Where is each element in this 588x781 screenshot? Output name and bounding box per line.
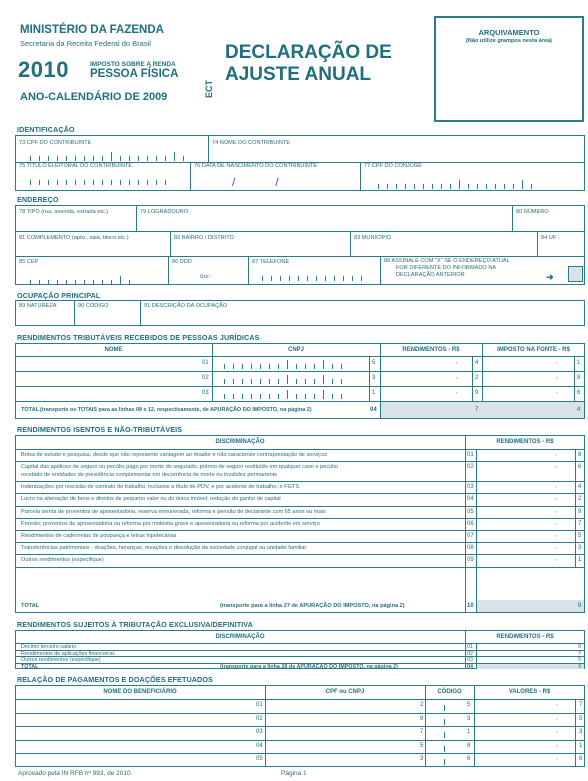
cep-ticks bbox=[30, 276, 138, 285]
isentos-check-divider bbox=[575, 518, 576, 530]
pag-cpf-check: 7 bbox=[420, 729, 424, 736]
exclusiva-col-rendimentos: RENDIMENTOS - R$ bbox=[496, 634, 554, 640]
pag-code-divider bbox=[444, 705, 445, 711]
isentos-row-number: 06 bbox=[467, 520, 474, 527]
pj-row-number: 02 bbox=[202, 375, 209, 381]
isentos-row-text: Parcela isenta de proventos de aposentadoria, reserva remunerada, reforma e pensão de declarante com 65 anos ou mais bbox=[21, 508, 326, 515]
pj-imp-check: 6 bbox=[577, 390, 581, 396]
pag-row-divider bbox=[15, 726, 585, 727]
pag-row[interactable] bbox=[16, 741, 256, 753]
pj-check-divider bbox=[369, 386, 370, 401]
field-85-cep[interactable]: 85 CEP bbox=[19, 259, 39, 265]
section-endereco: ENDEREÇO bbox=[17, 195, 59, 204]
pag-code-divider bbox=[444, 746, 445, 752]
isentos-row-number: 04 bbox=[467, 496, 474, 503]
isentos-row-number: 03 bbox=[467, 484, 474, 491]
isentos-value-comma: , bbox=[555, 463, 557, 470]
pag-code-divider bbox=[444, 732, 445, 738]
section-exclusiva: RENDIMENTOS SUJEITOS À TRIBUTAÇÃO EXCLUSIVA/DEFINITIVA bbox=[17, 620, 253, 629]
field-88-line1: 88 ASSINALE COM "X" SE O ENDEREÇO ATUAL bbox=[384, 258, 510, 264]
pag-code-field[interactable] bbox=[428, 700, 463, 711]
pj-imp-check: 1 bbox=[577, 360, 581, 366]
isentos-row-text: Bolsa de estudo e pesquisa, desde que não represente vantagem ao doador e não caracterize contraprestação de serviços bbox=[21, 452, 327, 458]
pj-rend-check: 9 bbox=[475, 390, 479, 396]
pag-code-check: 1 bbox=[467, 729, 471, 736]
ect-label: ECT bbox=[204, 80, 214, 98]
isentos-row-divider bbox=[15, 567, 585, 568]
section-pagamentos: RELAÇÃO DE PAGAMENTOS E DOAÇÕES EFETUADOS bbox=[17, 675, 213, 684]
pag-value-field[interactable] bbox=[476, 754, 576, 765]
pag-check-divider bbox=[575, 753, 576, 767]
pag-row[interactable] bbox=[16, 700, 256, 712]
field-89-natureza[interactable]: 89 NATUREZA bbox=[19, 303, 57, 309]
pag-col-cpf: CPF ou CNPJ bbox=[325, 689, 365, 695]
pag-row[interactable] bbox=[16, 754, 256, 766]
telefone-ticks bbox=[262, 276, 370, 281]
pj-col-cnpj: CNPJ bbox=[287, 347, 304, 353]
isentos-row-check: 3 bbox=[578, 545, 582, 552]
isentos-value-field[interactable] bbox=[477, 543, 575, 553]
pag-row-number: 03 bbox=[256, 729, 263, 736]
isentos-row-number: 07 bbox=[467, 533, 474, 539]
pag-col-codigo: CÓDIGO bbox=[437, 689, 462, 695]
pj-total-shade bbox=[381, 402, 584, 418]
pj-cnpj-check: 3 bbox=[372, 375, 376, 381]
isentos-check-divider bbox=[575, 506, 576, 518]
pj-cnpj-ticks bbox=[224, 375, 350, 384]
pj-row-number: 01 bbox=[202, 360, 209, 366]
isentos-row-number: 01 bbox=[467, 452, 474, 458]
exclusiva-row-text: Rendimentos de aplicações financeiras bbox=[21, 650, 115, 657]
isentos-row-text: Rendimentos de cadernetas de poupança e letras hipotecárias bbox=[21, 533, 177, 539]
pag-row-number: 02 bbox=[256, 715, 263, 722]
isentos-total-number: 10 bbox=[467, 603, 474, 609]
pag-row-number: 04 bbox=[256, 742, 263, 749]
exclusiva-row-number: 02 bbox=[467, 650, 473, 657]
pag-value-check: 5 bbox=[579, 715, 583, 722]
field-73-cpf[interactable]: 73 CPF DO CONTRIBUINTE bbox=[19, 140, 92, 146]
pag-row-divider bbox=[15, 713, 585, 714]
pag-value-check: 7 bbox=[579, 702, 583, 708]
pj-rend-comma: , bbox=[456, 359, 458, 365]
secretaria-name: Secretaria da Receita Federal do Brasil bbox=[20, 39, 151, 48]
pag-col-valores: VALORES - R$ bbox=[508, 689, 551, 695]
field-90-codigo[interactable]: 90 CÓDIGO bbox=[78, 303, 109, 309]
field-79-logradouro[interactable]: 79 LOGRADOURO bbox=[140, 209, 189, 215]
pag-value-field[interactable] bbox=[476, 700, 576, 711]
pag-code-check: 3 bbox=[467, 715, 471, 722]
field-88-line2: FOR DIFERENTE DO INFORMADO NA bbox=[396, 265, 497, 271]
exclusiva-row-text: Outros rendimentos (especifique) bbox=[21, 657, 101, 663]
field-84-uf[interactable]: 84 UF bbox=[541, 235, 557, 241]
pag-value-check: 8 bbox=[579, 756, 583, 763]
isentos-row-text: Outros rendimentos (especifique) bbox=[21, 557, 104, 564]
field-86-ddd[interactable]: 86 DDD bbox=[172, 259, 192, 265]
isentos-check-divider bbox=[575, 493, 576, 505]
pag-check-divider bbox=[575, 726, 576, 740]
change-address-arrow-icon: ➜ bbox=[546, 272, 554, 282]
pj-imp-comma: , bbox=[556, 374, 558, 380]
isentos-row-check: 4 bbox=[578, 484, 582, 491]
pag-value-field[interactable] bbox=[476, 727, 576, 738]
pag-row[interactable] bbox=[16, 727, 256, 739]
isentos-row-number: 02 bbox=[467, 464, 474, 471]
pj-total-check-2: 4 bbox=[577, 407, 581, 413]
exclusiva-total-number: 04 bbox=[467, 663, 473, 670]
pj-rend-check: 4 bbox=[475, 360, 479, 366]
field-77-cpf-conjuge[interactable]: 77 CPF DO CÔNJUGE bbox=[364, 163, 422, 169]
isentos-value-field[interactable] bbox=[477, 494, 575, 504]
pag-code-divider bbox=[444, 719, 445, 725]
isentos-value-field[interactable] bbox=[477, 482, 575, 492]
cpf-ticks bbox=[30, 152, 192, 161]
exclusiva-row-number: 01 bbox=[467, 644, 473, 650]
field-83-municipio[interactable]: 83 MUNICÍPIO bbox=[354, 235, 392, 241]
isentos-row-number: 09 bbox=[467, 557, 474, 564]
pag-value-field[interactable] bbox=[476, 741, 576, 752]
pj-rend-comma: , bbox=[456, 374, 458, 380]
isentos-row-number: 05 bbox=[467, 508, 474, 515]
field-82-bairro[interactable]: 82 BAIRRO / DISTRITO bbox=[174, 235, 234, 241]
pag-row[interactable] bbox=[16, 714, 256, 726]
person-type: PESSOA FÍSICA bbox=[90, 68, 179, 80]
pj-total-label: TOTAL bbox=[21, 407, 40, 413]
section-ocupacao: OCUPAÇÃO PRINCIPAL bbox=[17, 291, 101, 300]
pj-check-divider bbox=[472, 386, 473, 401]
pag-col-nome: NOME DO BENEFICIÁRIO bbox=[103, 689, 177, 695]
pj-col-imposto: IMPOSTO NA FONTE - R$ bbox=[497, 347, 570, 353]
pag-check-divider bbox=[575, 699, 576, 713]
change-address-checkbox[interactable] bbox=[568, 266, 583, 282]
exclusiva-total-label: TOTAL bbox=[21, 663, 39, 670]
archive-note: (Não utilize grampos nesta área) bbox=[465, 38, 553, 44]
isentos-row-text-2: recebido de entidades de previdência complementar em decorrência de morte ou invalidez permanente bbox=[21, 472, 278, 479]
isentos-row-check: 7 bbox=[578, 520, 582, 527]
document-title bbox=[225, 42, 415, 86]
pag-code-check: 5 bbox=[467, 702, 471, 708]
pj-check-divider bbox=[574, 356, 575, 371]
pag-value-field[interactable] bbox=[476, 714, 576, 725]
pag-value-comma: , bbox=[556, 741, 558, 748]
archive-box bbox=[434, 16, 584, 122]
endereco-box bbox=[15, 205, 585, 285]
isentos-total-shade bbox=[477, 600, 584, 612]
pag-row-number: 05 bbox=[256, 756, 263, 763]
field-87-telefone[interactable]: 87 TELEFONE bbox=[252, 259, 290, 265]
isentos-value-field[interactable] bbox=[477, 450, 575, 460]
isentos-value-comma: , bbox=[555, 495, 557, 502]
year-label: 2010 bbox=[18, 57, 69, 82]
pj-total-check-1: 7 bbox=[475, 407, 479, 413]
exclusiva-row-number: 03 bbox=[467, 657, 473, 663]
pag-row-divider bbox=[15, 740, 585, 741]
pag-code-divider bbox=[444, 759, 445, 765]
pag-code-field[interactable] bbox=[428, 727, 463, 738]
field-75-titulo[interactable]: 75 TÍTULO ELEITORAL DO CONTRIBUINTE bbox=[19, 163, 133, 169]
isentos-value-comma: , bbox=[555, 451, 557, 457]
pag-cpf-check: 5 bbox=[420, 742, 424, 749]
pag-value-check: 1 bbox=[579, 742, 583, 749]
pag-check-divider bbox=[575, 740, 576, 754]
field-88-line3: DECLARAÇÃO ANTERIOR bbox=[396, 272, 465, 278]
pj-imp-comma: , bbox=[556, 389, 558, 395]
isentos-value-field[interactable] bbox=[477, 555, 575, 565]
ministry-name: MINISTÉRIO DA FAZENDA bbox=[20, 24, 164, 36]
isentos-value-field[interactable] bbox=[477, 531, 575, 541]
pag-value-comma: , bbox=[556, 728, 558, 735]
isentos-row-text: Lucro na alienação de bens e direitos de pequeno valor ou do único imóvel; redução do ganho de capital bbox=[21, 496, 281, 503]
pj-check-divider bbox=[369, 371, 370, 386]
pj-check-divider bbox=[574, 371, 575, 386]
pag-cpf-check: 9 bbox=[420, 715, 424, 722]
pag-cpf-check: 3 bbox=[420, 756, 424, 763]
isentos-total-check: 8 bbox=[578, 603, 582, 609]
pag-value-comma: , bbox=[556, 755, 558, 762]
isentos-row-check: 6 bbox=[578, 464, 582, 471]
archive-title: ARQUIVAMENTO bbox=[478, 28, 540, 37]
pj-cnpj-check: 1 bbox=[372, 390, 376, 396]
exclusiva-total-note: (transporte para a linha 28 de APURAÇÃO DO IMPOSTO, na página 2) bbox=[220, 663, 398, 670]
exclusiva-row-check: 9 bbox=[578, 644, 581, 650]
approval-note: Aprovado pela IN RFB nº 993, de 2010. bbox=[18, 770, 133, 777]
isentos-value-field[interactable] bbox=[477, 507, 575, 517]
section-rendimentos-pj: RENDIMENTOS TRIBUTÁVEIS RECEBIDOS DE PESSOAS JURÍDICAS bbox=[17, 333, 260, 342]
exclusiva-row-check: 7 bbox=[578, 650, 581, 657]
isentos-check-divider bbox=[575, 530, 576, 542]
pag-value-comma: , bbox=[556, 701, 558, 707]
pag-check-divider bbox=[575, 713, 576, 727]
pj-col-nome: NOME bbox=[104, 347, 123, 353]
isentos-check-divider bbox=[575, 461, 576, 481]
isentos-row-check: 8 bbox=[578, 452, 582, 458]
isentos-check-divider bbox=[575, 449, 576, 461]
pj-imp-check: 8 bbox=[577, 375, 581, 381]
field-81-complemento[interactable]: 81 COMPLEMENTO (apto., sala, bloco etc.) bbox=[19, 235, 129, 241]
isentos-row-text: Capital das apólices de seguro ou pecúlio pago por morte do segurado, prêmio de seguro restituído em qualquer caso e pecúlio bbox=[21, 464, 338, 471]
pag-code-field[interactable] bbox=[428, 741, 463, 752]
pag-value-check: 3 bbox=[579, 729, 583, 736]
field-91-descricao[interactable]: 91 DESCRIÇÃO DA OCUPAÇÃO bbox=[144, 303, 228, 309]
calendar-year: ANO-CALENDÁRIO DE 2009 bbox=[20, 91, 168, 103]
pag-row-number: 01 bbox=[256, 702, 263, 708]
isentos-value-comma: , bbox=[555, 483, 557, 490]
isentos-value-field[interactable] bbox=[477, 519, 575, 529]
pj-rend-check: 2 bbox=[475, 375, 479, 381]
pag-code-check: 8 bbox=[467, 742, 471, 749]
isentos-check-divider bbox=[575, 481, 576, 493]
titulo-ticks bbox=[30, 180, 174, 185]
pj-total-number: 04 bbox=[370, 407, 377, 413]
title-line-2: AJUSTE ANUAL bbox=[225, 63, 372, 85]
field-76-nascimento[interactable]: 76 DATA DE NASCIMENTO DO CONTRIBUINTE bbox=[194, 163, 318, 169]
ddd-prefix: 0xx- bbox=[200, 274, 211, 280]
isentos-row-text: Transferências patrimoniais - doações, heranças, meações e dissolução da sociedade conjugal ou unidade familiar bbox=[21, 545, 307, 552]
header-left bbox=[18, 24, 203, 114]
field-74-nome[interactable]: 74 NOME DO CONTRIBUINTE bbox=[212, 140, 291, 146]
exclusiva-total-shade bbox=[477, 664, 584, 670]
exclusiva-total-check: 3 bbox=[578, 663, 581, 670]
pj-cnpj-ticks bbox=[224, 360, 350, 369]
section-identificacao: IDENTIFICAÇÃO bbox=[17, 125, 75, 134]
isentos-total-label: TOTAL bbox=[21, 603, 40, 609]
pag-row-divider bbox=[15, 753, 585, 754]
pag-value-comma: , bbox=[556, 714, 558, 721]
isentos-value-comma: , bbox=[555, 556, 557, 563]
pag-cpf-check: 2 bbox=[420, 702, 424, 708]
pj-check-divider bbox=[369, 356, 370, 371]
cpf-conjuge-ticks bbox=[378, 180, 540, 189]
pj-check-divider bbox=[472, 371, 473, 386]
isentos-col-rendimentos: RENDIMENTOS - R$ bbox=[496, 439, 554, 445]
date-slashes: / / bbox=[232, 175, 279, 189]
isentos-check-divider bbox=[575, 554, 576, 566]
pj-imp-comma: , bbox=[556, 359, 558, 365]
exclusiva-col-discriminacao: DISCRIMINAÇÃO bbox=[215, 634, 265, 640]
pj-rend-comma: , bbox=[456, 389, 458, 395]
page-number: Página 1 bbox=[281, 770, 307, 777]
isentos-row-check: 2 bbox=[578, 496, 582, 503]
pag-code-field[interactable] bbox=[428, 714, 463, 725]
pag-code-check: 6 bbox=[467, 756, 471, 763]
pag-code-field[interactable] bbox=[428, 754, 463, 765]
title-line-1: DECLARAÇÃO DE bbox=[225, 42, 392, 63]
isentos-value-field[interactable] bbox=[477, 462, 575, 480]
field-80-numero[interactable]: 80 NÚMERO bbox=[516, 209, 549, 215]
pj-row-number: 03 bbox=[202, 390, 209, 396]
isentos-col-discriminacao: DISCRIMINAÇÃO bbox=[215, 439, 265, 445]
section-isentos: RENDIMENTOS ISENTOS E NÃO-TRIBUTÁVEIS bbox=[17, 425, 183, 434]
tax-name: IMPOSTO SOBRE A RENDA bbox=[90, 61, 176, 68]
isentos-check-divider bbox=[575, 542, 576, 554]
pj-cnpj-ticks bbox=[224, 390, 350, 399]
isentos-row-text: Pensão, proventos de aposentadoria ou reforma por moléstia grave e aposentadoria ou reforma por acidente em serviço bbox=[21, 520, 320, 527]
exclusiva-row-check: 5 bbox=[578, 657, 581, 663]
isentos-value-comma: , bbox=[555, 519, 557, 526]
pj-cnpj-check: 5 bbox=[372, 360, 376, 366]
field-78-tipo[interactable]: 78 TIPO (rua, avenida, estrada etc.) bbox=[19, 209, 109, 215]
pj-check-divider bbox=[472, 356, 473, 371]
isentos-row-check: 1 bbox=[578, 557, 582, 564]
isentos-value-comma: , bbox=[555, 544, 557, 551]
exclusiva-row-text: Décimo terceiro salário bbox=[21, 644, 77, 650]
isentos-row-number: 08 bbox=[467, 545, 474, 552]
isentos-row-check: 9 bbox=[578, 508, 582, 515]
isentos-value-comma: , bbox=[555, 532, 557, 538]
isentos-value-comma: , bbox=[555, 507, 557, 514]
isentos-row-check: 5 bbox=[578, 533, 582, 539]
pj-check-divider bbox=[574, 386, 575, 401]
pj-total-note: (transporte os TOTAIS para as linhas 08 e 12, respectivamente, de APURAÇÃO DO IMPOSTO, na página 2) bbox=[40, 407, 312, 413]
isentos-total-note: (transporte para a linha 27 de APURAÇÃO DO IMPOSTO, na página 2) bbox=[220, 603, 405, 609]
pj-col-rendimentos: RENDIMENTOS - R$ bbox=[402, 347, 460, 353]
isentos-row-text: Indenizações por rescisão de contrato de trabalho, inclusive a título de PDV, e por acidente de trabalho; e FGTS bbox=[21, 484, 300, 491]
